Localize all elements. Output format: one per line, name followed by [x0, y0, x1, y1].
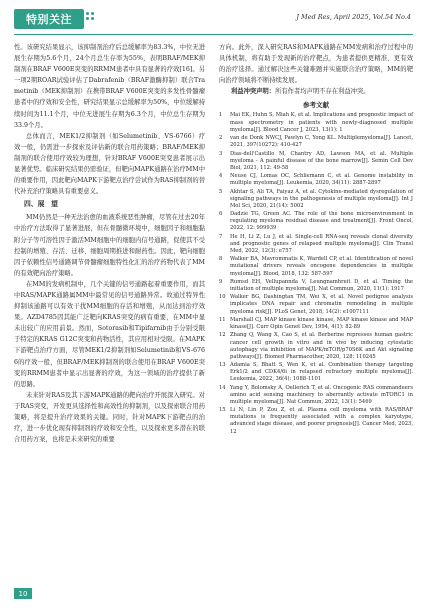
section-heading: 四、展 望	[24, 200, 58, 209]
reference-number: 14	[219, 384, 226, 391]
reference-list	[219, 112, 413, 435]
reference-item	[219, 189, 413, 210]
reference-number: 4	[219, 173, 223, 180]
reference-item	[219, 279, 413, 293]
reference-text: Yang Y, Bolomsky A, Oellerich T, et al. Oncogenic RAS commandeers amino acid sensing machinery to aberrantly activate mTORC1 in multiple myeloma[J]. Nat Commun, 2022, 13(1): 5469	[230, 384, 413, 405]
coi-label: 利益冲突声明：	[231, 88, 276, 96]
conflict-of-interest	[219, 86, 413, 97]
reference-text: Dias-dell'Castillo M, Chantry AD, Lawson MA, et al. Multiple myeloma - A painful disease of the bone marrow[J]. Semin Cell Dev Biol, 2021, 112: 49-58	[230, 150, 413, 171]
reference-number: 8	[219, 256, 223, 263]
reference-text: Adamia S, Bhatt S, Wen K, et al. Combination therapy targeting Erk1/2 and CDK4/6i in relapsed refractory multiple myeloma[J]. Leukemia, 2022, 36(4): 1088-1101	[230, 362, 413, 383]
reference-number: 13	[219, 362, 226, 369]
reference-item	[219, 135, 413, 149]
reference-item	[219, 151, 413, 172]
paragraph: MM仍然是一种无法治愈的血液系统恶性肿瘤，尽管在过去20年中治疗方法取得了显著进展，但在骨髓微环境中，细胞因子和细胞黏附分子等可溶性因子激活MM细胞中的细胞内信号通路，促使其不受控制的增殖、存活、迁移、细胞周期推进和耐药性。因此，靶向细胞因子依赖性信号通路调节骨髓瘤细胞特性化汇的治疗药物代表了MM的有效靶向治疗策略。	[14, 214, 205, 277]
coi-text: 所有作者均声明不存在利益冲突。	[275, 88, 370, 96]
left-column	[14, 42, 205, 445]
reference-text: Li N, Lin P, Zou Z, et al. Plasma cell myeloma with RAS/BRAF mutations is frequently associated with a complex karyotype, advanced stage disease, and poorer prognosis[J]. Cancer Med, 2023, 12	[230, 407, 413, 435]
references-heading: 参考文献	[303, 101, 329, 110]
badge-dots-decoration	[86, 12, 100, 26]
reference-text: Rumsd EH, Vellupannda V, Leungnamhreit D, et al. Timing the initiation of multiple myeloma[J]. Nat Commun, 2020, 11(1): 1917	[230, 278, 413, 292]
reference-item	[219, 256, 413, 277]
paragraph: 总体而言，MEK1/2抑制剂（如Selumetinib、VS-6766）疗效一般，仍需进一步探索及评估新的联合用药策略；BRAF/MEK抑制剂的联合使用疗效较为理想，针对BRAF V600E突变患者展示出显著优势。临床研究结果仍需验证，但靶向MAPK通路在治疗MM中的重要作用，因此靶向MAPK下游靶点治疗尝试作为RAS抑制剂的替代补充治疗策略具有重要意义。	[14, 132, 205, 196]
reference-item	[219, 407, 413, 435]
reference-number: 10	[219, 294, 226, 301]
section-badge: 特别关注	[14, 9, 84, 29]
paragraph: 性。该研究结果显示，该抑制剂治疗后总缓解率为83.3%，中位无进展生存期为5.6个月，24个月总生存率为55%，表明BRAF/MEK抑制剂在BRAF V600E突变的RRMM患者中具有显著的疗效[16]。另一项2期ROAR试验评估了Dabrafenib（BRAF激酶抑制）联合Trametinib（MEK抑制剂）在携带BRAF V600E突变的多发性骨髓瘤患者中的疗效和安全性，研究结果显示总缓解率为50%，中位缓解持续时间为11.1个月，中位无进展生存期为6.3个月，中位总生存期为33.9个月。	[14, 44, 205, 129]
paragraph: 方向。此外，深入研究RAS和MAPK通路在MM发病和治疗过程中的具体机制，将有助于发现新的治疗靶点，为患者提供更精准、更有效的治疗选择。通过解决这些关键难题并实施联合治疗策略，MM的靶向治疗领域将不断持续发展。	[219, 44, 413, 85]
journal-citation: J Med Res, April 2025, Vol.54 No.4	[296, 13, 411, 21]
reference-text: Akhtar S, Ali TA, Faiyaz A, et al. Cytokine-mediated dysregulation of signaling pathways in the pathogenesis of multiple myeloma[J]. Int J Mol Sci, 2020, 21(14): 5002	[230, 188, 413, 209]
reference-text: Marshall CJ. MAP kinase kinase kinase, MAP kinase kinase and MAP kinase[J]. Curr Opin Genet Dev, 1994, 4(1): 82-89	[230, 316, 413, 331]
reference-number: 1	[219, 112, 223, 119]
reference-number: 3	[219, 150, 223, 157]
reference-item	[219, 385, 413, 406]
reference-text: Zhang Q, Wang X, Cao S, et al. Berberine represses human gastric cancer cell growth in vitro and in vivo by inducing cytostatic autophagy via inhibition of MAPK/mTOR/p70S6K and Akt signaling pathways[J]. Biomed Pharmacother, 2020, 128: 110245	[230, 332, 413, 360]
reference-number: 9	[219, 278, 223, 285]
reference-text: He H, Li Z, Lu J, et al. Single-cell RNA-seq reveals clonal diversity and prognostic genes of relapsed multiple myeloma[J]. Clin Transl Med, 2022, 12(3): e757	[230, 233, 413, 254]
reference-number: 11	[219, 316, 226, 323]
reference-text: Walker BA, Mavrommatis K, Wardell CP, et al. Identification of novel mutational drivers reveals oncogene dependencies in multiple myeloma[J]. Blood, 2018, 132: 587-597	[230, 256, 413, 277]
reference-number: 6	[219, 211, 223, 218]
reference-item	[219, 294, 413, 315]
reference-item	[219, 362, 413, 383]
reference-number: 7	[219, 233, 223, 240]
right-column	[219, 42, 413, 437]
reference-item	[219, 173, 413, 187]
reference-number: 12	[219, 332, 226, 339]
reference-number: 15	[219, 407, 226, 414]
page-header	[0, 0, 427, 40]
reference-item	[219, 332, 413, 360]
page-number: 10	[14, 588, 32, 599]
paragraph: 在MM的发病机制中，几个关键的信号通路起着重要作用，而其中RAS/MAPK通路属MM中最常见的信号通路异常。故通过特异性抑制该通路可以有效干扰MM细胞的存活和增殖，从而达到治疗效果。AZD4785因其能广泛靶向KRAS突变的病有重要，在MM中显未出较广的应用前景。然而，Sotorasib和Tipifarnib由于分别受限于特定的KRAS G12C突变和药物活性，其应用相对受限。在MAPK下游靶点治疗方面，尽管MEK1/2抑制剂如Selumetinib和VS-6766的疗效一般，但BRAF/MEK抑制剂的联合使用在BRAF V600E突变的RRMM患者中显示出显著的疗效，为这一领域的治疗提供了新的思路。	[14, 280, 205, 388]
reference-text: Walker BG, Dashingtan TM, Wei X, et al. Novel pedigree analysis implicates DNA repair and chromatin remodeling in multiple myeloma risk[J]. PLoS Genet, 2018, 14(2): e1007111	[230, 294, 413, 315]
reference-text: Neuse CJ, Lomas OC, Schliemann C, et al. Genome instability in multiple myeloma[J]. Leukemia, 2020, 34(11): 2887-2897	[230, 173, 413, 187]
reference-item	[219, 234, 413, 255]
reference-item	[219, 211, 413, 232]
reference-item	[219, 112, 413, 133]
reference-item	[219, 317, 413, 331]
reference-number: 5	[219, 188, 223, 195]
reference-text: Dadzie TG, Green AC. The role of the bone microenvironment in regulating myeloma residual disease and treatment[J]. Front Oncol, 2022, 12: 999939	[230, 211, 413, 232]
paragraph: 未来针对RAS及其下游MAPK通路的靶向治疗开展深入研究。对于RAS突变，开发更具选择性和高效性的抑制剂，以及探索联合用药策略，将是提升治疗效果的关键。同时，针对MAPK下游靶点的治疗，进一步优化现有抑制剂的疗效和安全性，以及探索更多潜在的联合用药方案，也将是未来研究的重要	[14, 391, 205, 444]
reference-text: van de Donk NWCJ, Pawlyn C, Yong KL. Multiplemyeloma[J]. Lancet, 2021, 397(10272): 410-427	[230, 135, 413, 149]
reference-text: Mai EK, Huhn S, Miah K, et al. Implications and prognostic impact of mass spectrometry in patients with newly-diagnosed multiple myeloma[J]. Blood Cancer J, 2023, 13(1): 1	[230, 112, 413, 133]
header-divider	[14, 34, 413, 35]
reference-number: 2	[219, 135, 223, 142]
